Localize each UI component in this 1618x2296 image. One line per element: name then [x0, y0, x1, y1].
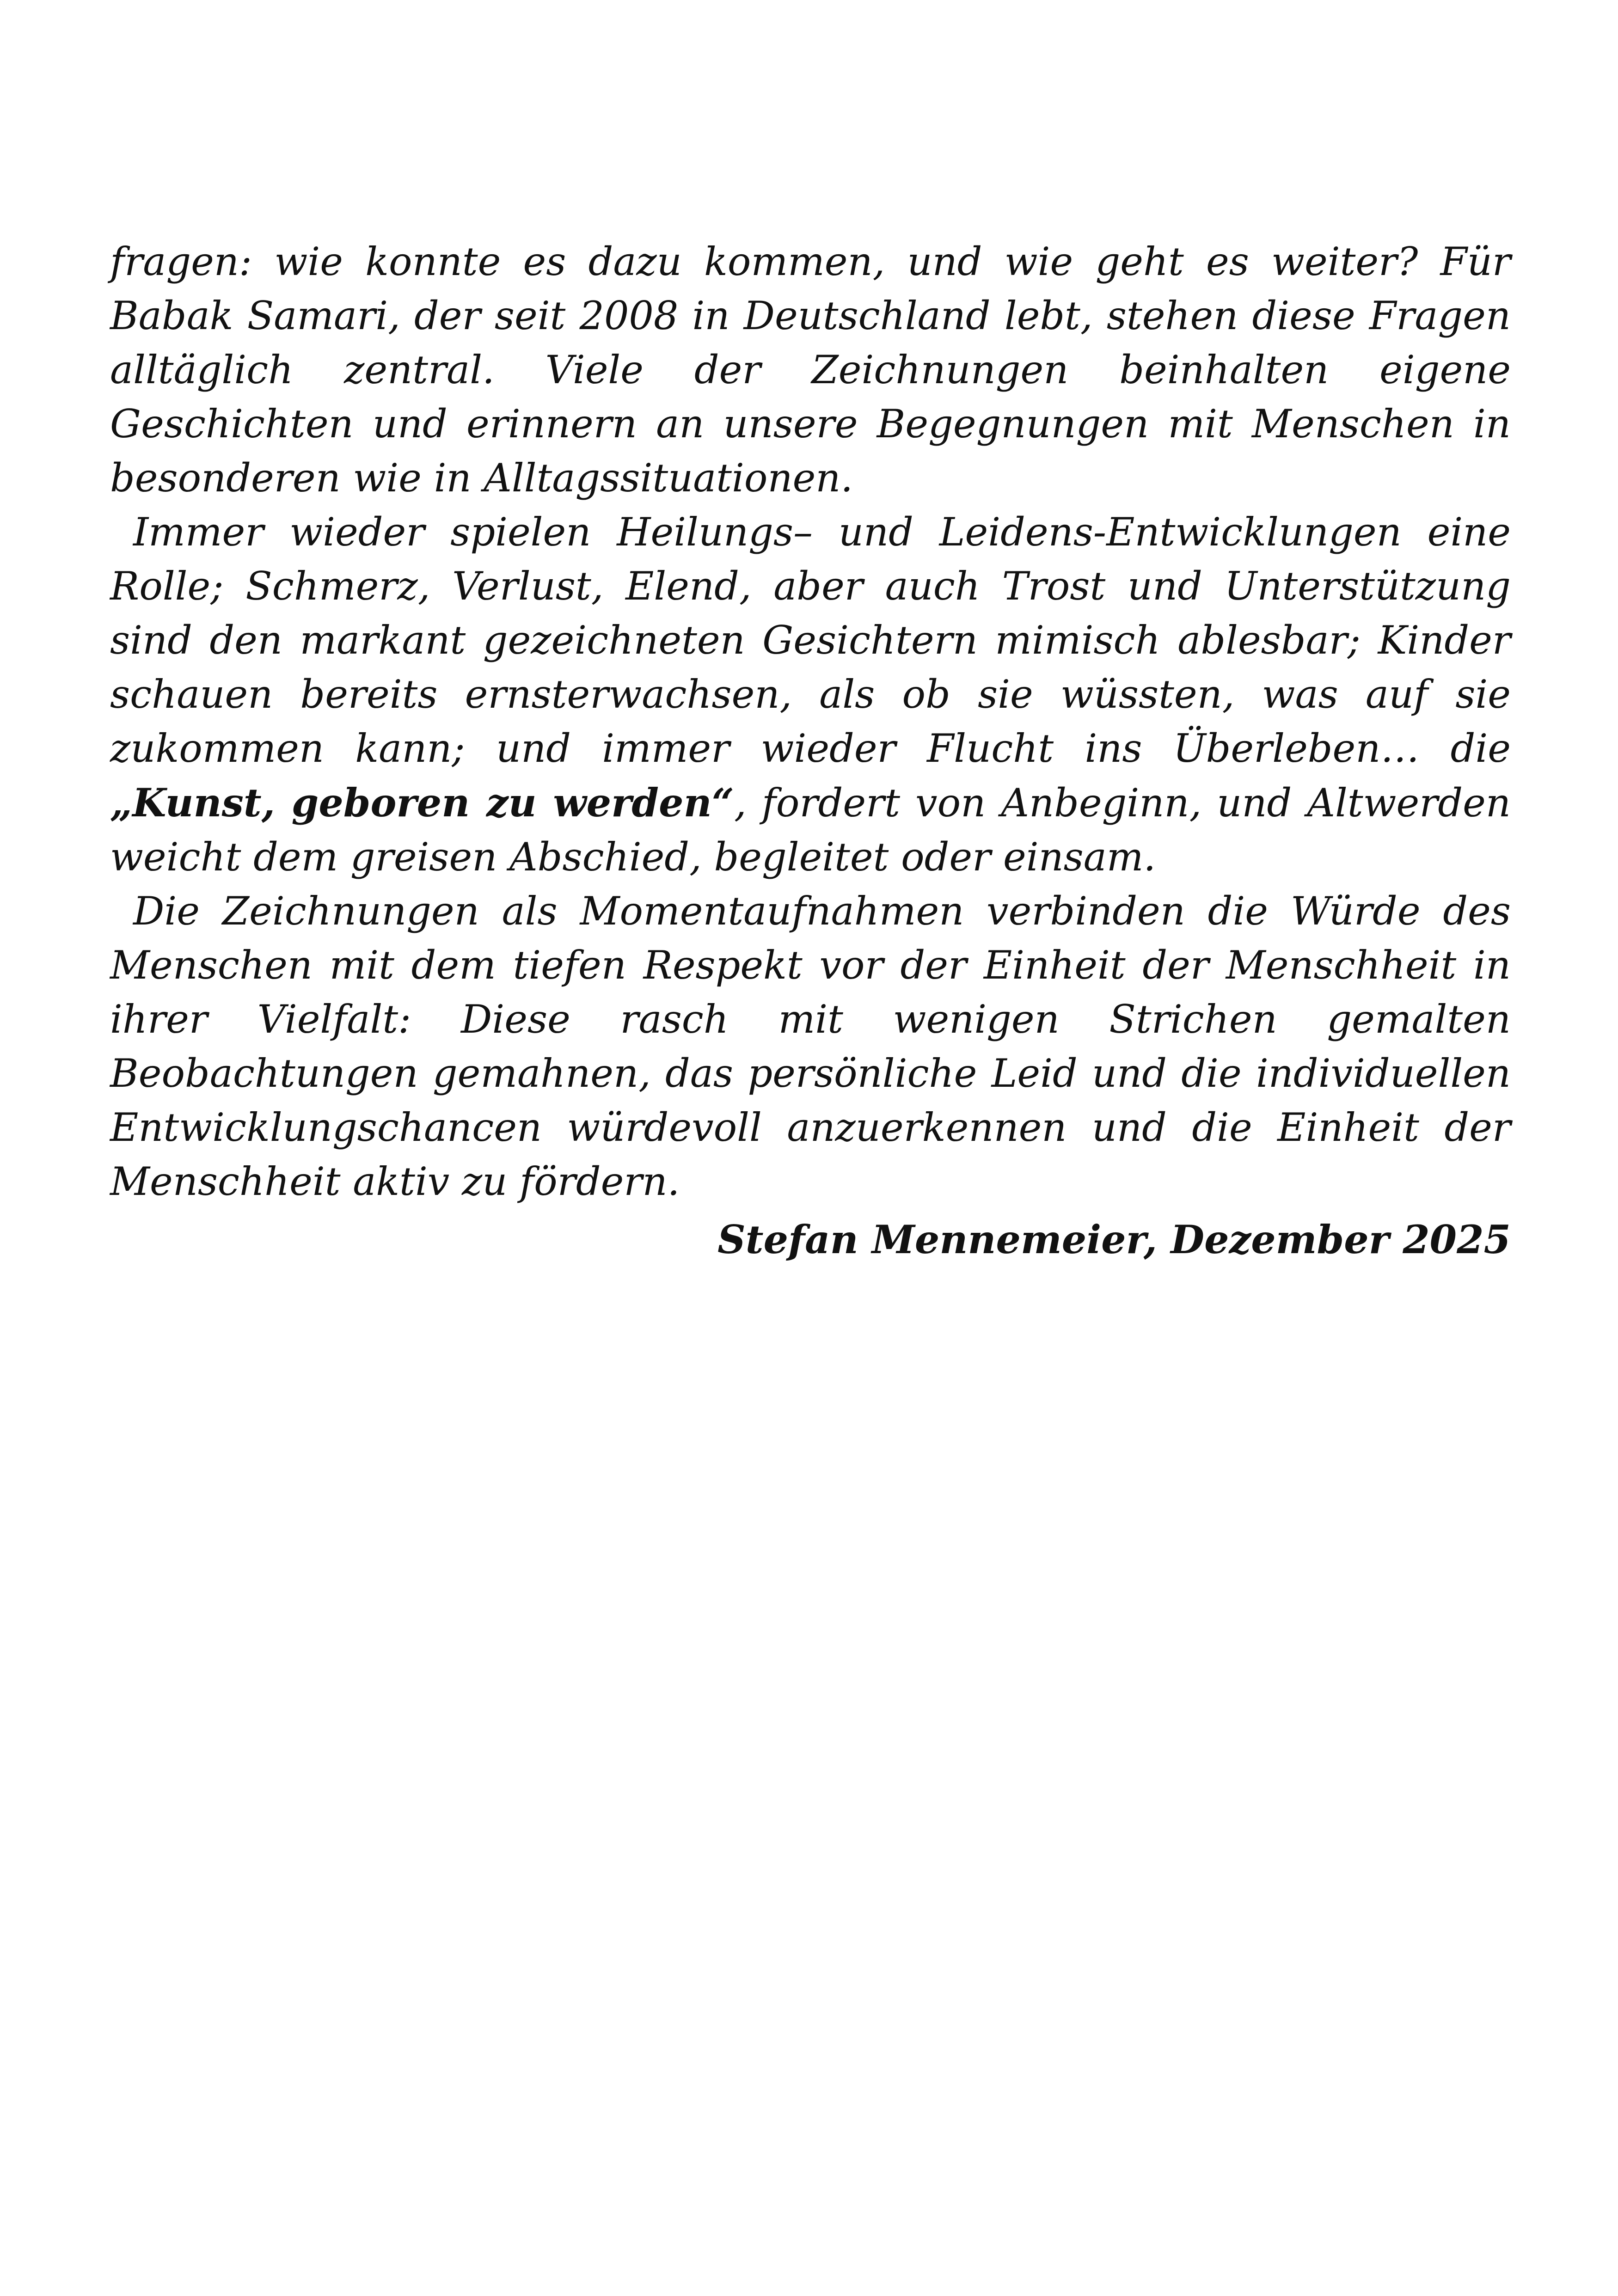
paragraph-2-text-end: , fordert von Anbeginn, und Altwerden weicht dem greisen Abschied, begleitet oder einsam. [110, 780, 1511, 880]
author-signature: Stefan Mennemeier, Dezember 2025 [717, 1217, 1511, 1262]
body-text [110, 235, 1511, 1267]
emphasis-quote: „Kunst, geboren zu werden“ [110, 780, 734, 826]
paragraph-3: Die Zeichnungen als Momentaufnahmen verbinden die Würde des Menschen mit dem tiefen Respekt vor der Einheit der Menschheit in ihrer Vielfalt: Diese rasch mit wenigen Strichen gemalten Beobachtungen gemahnen, das persönliche Leid und die individuellen Entwicklungschancen würdevoll anzuerkennen und die Einheit der Menschheit aktiv zu fördern. [110, 888, 1511, 1204]
paragraph-2-text-start: Immer wieder spielen Heilungs– und Leidens-Entwicklungen eine Rolle; Schmerz, Verlust, Elend, aber auch Trost und Unterstützung sind den markant gezeichneten Gesichtern mimisch ablesbar; Kinder schauen bereits ernsterwachsen, als ob sie wüssten, was auf sie zukommen kann; und immer wieder Flucht ins Überleben… die [110, 509, 1511, 771]
paragraph-2 [110, 505, 1511, 884]
paragraph-1: fragen: wie konnte es dazu kommen, und wie geht es weiter? Für Babak Samari, der seit 2008 in Deutschland lebt, stehen diese Fragen alltäglich zentral. Viele der Zeichnungen beinhalten eigene Geschichten und erinnern an unsere Begegnungen mit Menschen in besonderen wie in Alltagssituationen. [110, 239, 1511, 501]
